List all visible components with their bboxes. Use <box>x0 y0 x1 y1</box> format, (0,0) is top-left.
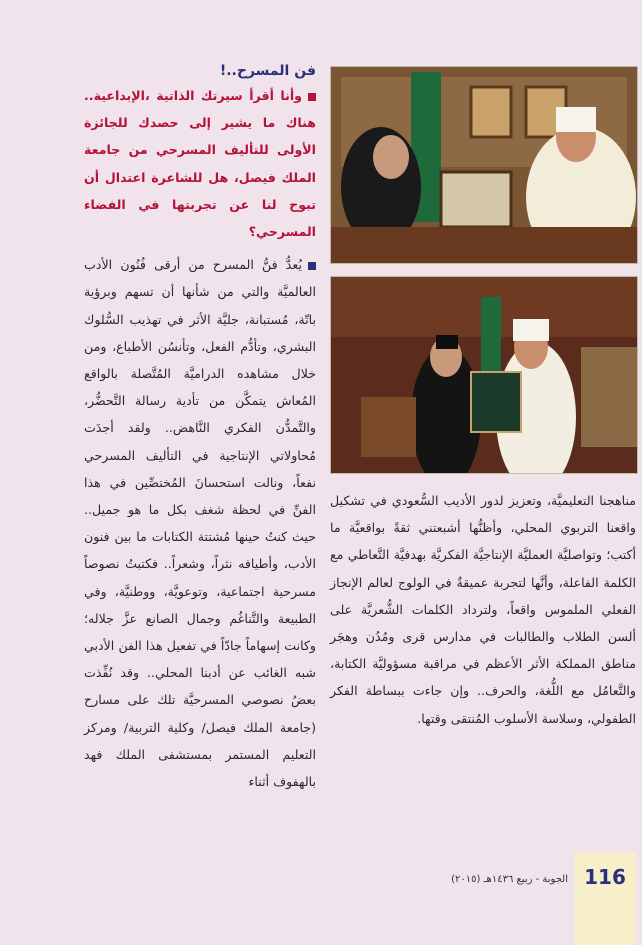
question-bullet-icon <box>308 93 316 101</box>
right-text-column <box>84 60 316 795</box>
issue-footer: الجوبة - ربيع ١٤٣٦هـ (٢٠١٥) <box>451 874 568 885</box>
photo-award-ceremony <box>330 276 638 474</box>
photo-meeting-image <box>331 67 637 263</box>
left-text-column <box>330 487 636 732</box>
question-text: وأنا أقرأ سيرتك الذاتية ،الإبداعية.. هناك ما يشير إلى حصدك للجائزة الأولى للتأليف المسرحي من جامعة الملك فيصل، هل للشاعرة اعتدال أن تبوح لنا عن تجربتها في الفضاء المسرحي؟ <box>84 88 316 240</box>
answer-bullet-icon <box>308 262 316 270</box>
answer-text-right: يُعدُّ فنُّ المسرح من أرقى فُنُون الأدب العالميَّة والتي من شأنها أن تسهم وبرؤية باتّة، مُستبانة، جليَّة الأثر في تهذيب السُّلوك البشري، وتأدُّم الفعل، وتأنسُن الأطباع، ومن خلال مشاهده الدراميَّة المُتَّصلة بالواقع المُعاش يتمكَّن من تأدية رسالة التَّحضُّر، والتَّمدُّن الفكري النَّاهض.. ولقد أجدَت مُحاولاتي الإنتاجية في التأليف المسرحي نفعاً، ونالت استحسانَ المُختصِّين في هذا الفنِّ في لحظة شغف بكل ما هو جميل.. حيث كنتُ حينها مُشتتة الكتابات ما بين فنون الأدب، وأطيافه نثراً، وشعراً.. فكتبتُ نصوصاً مسرحية اجتماعية، وتوعويَّة، ووطنيَّة، وفي الطبيعة والتَّناغُم وجمال الصانع عزَّ جلاله؛ وكانت إسهاماً جادّاً في تفعيل هذا الفن الأدبي شبه الغائب عن أدبنا المحلي.. وقد نُفِّذت بعضُ نصوصي المسرحيَّة تلك على مسارح (جامعة الملك فيصل/ وكلية التربية/ ومركز التعليم المستمر بمستشفى الملك فهد بالهفوف أثناء <box>84 257 316 790</box>
answer-paragraph-left: مناهجنا التعليميَّة، وتعزيز لدور الأديب السُّعودي في تشكيل واقعنا التربوي المحلي، وأظنُّها أشبعتني ثقةً بواقعيَّة ما أكتب؛ وتواصليَّة العمليَّة الإنتاجيَّة الفكريَّة بهدفيَّة التَّعاطي مع الكلمة الفاعلة، وأنَّها لتجربة عميقةٌ في الولوج لعالم الإنجاز الفعلي الملموس واقعاً، ولترداد الكلمات الشُّعريَّة على ألسن الطلاب والطالبات في مدارس قرى ومُدُن وهجَر مناطق المملكة الأثر الأعظم في مراقبة مسؤوليَّة الكتابة، والتَّعامُل مع اللُّغة، والحرف.. وإن جاءت ببساطة الفكر الطفولي، وسلاسة الأسلوب المُنتقى وقتها. <box>330 493 636 726</box>
page-number: 116 <box>574 852 636 945</box>
photo-award-image <box>331 277 637 473</box>
photo-meeting <box>330 66 638 264</box>
interview-question <box>84 82 316 245</box>
answer-paragraph-right <box>84 251 316 795</box>
article-heading: فن المسرح..! <box>219 63 316 79</box>
